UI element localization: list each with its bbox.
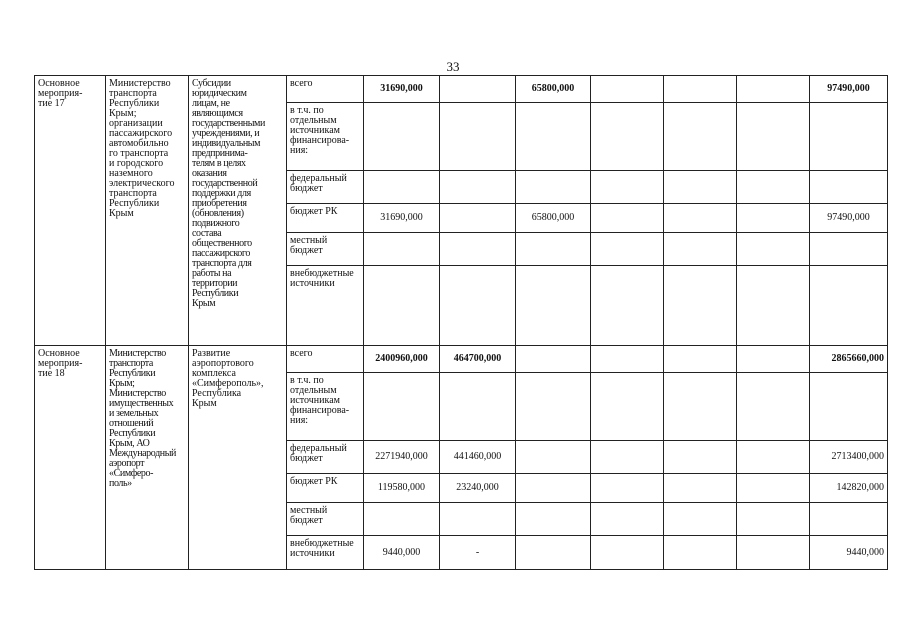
value-cell: [440, 503, 516, 536]
value-cell: -: [440, 536, 516, 570]
value-cell: [737, 474, 810, 503]
source-cell: всего: [287, 76, 364, 103]
source-cell: местный бюджет: [287, 233, 364, 266]
source-cell: федеральный бюджет: [287, 171, 364, 204]
value-cell: [591, 503, 664, 536]
executor-cell: Министерство транспорта Республики Крым; Министерство имущественных и земельных отношений Республики Крым, АО Международный аэропорт «Симферо- поль»: [106, 346, 189, 570]
value-cell: [810, 233, 888, 266]
value-cell: [591, 441, 664, 474]
value-cell: [810, 373, 888, 441]
value-cell: [664, 373, 737, 441]
value-cell: 65800,000: [516, 204, 591, 233]
source-cell: бюджет РК: [287, 474, 364, 503]
value-cell: [664, 503, 737, 536]
table-row: [35, 346, 888, 373]
budget-table: [34, 75, 888, 570]
value-cell: [737, 441, 810, 474]
value-cell: [516, 503, 591, 536]
value-cell: [364, 233, 440, 266]
value-cell: 2713400,000: [810, 441, 888, 474]
value-cell: [664, 233, 737, 266]
value-cell: [591, 103, 664, 171]
source-cell: бюджет РК: [287, 204, 364, 233]
source-cell: федеральный бюджет: [287, 441, 364, 474]
value-cell: [516, 474, 591, 503]
value-cell: [440, 103, 516, 171]
value-cell: [664, 103, 737, 171]
value-cell: [364, 503, 440, 536]
description-cell: Субсидии юридическим лицам, не являющимся государственными учреждениями, и индивидуальным предпринима- телям в целях оказания государственной поддержки для приобретения (обновления) подвижного состава общественного пассажирского транспорта для работы на территории Республики Крым: [189, 76, 287, 346]
value-cell: 31690,000: [364, 76, 440, 103]
value-cell: [516, 171, 591, 204]
value-cell: 2400960,000: [364, 346, 440, 373]
value-cell: [440, 76, 516, 103]
page-number: 33: [446, 59, 460, 74]
value-cell: 9440,000: [810, 536, 888, 570]
value-cell: [737, 346, 810, 373]
value-cell: [664, 474, 737, 503]
value-cell: [516, 441, 591, 474]
value-cell: [810, 266, 888, 346]
value-cell: [440, 233, 516, 266]
source-cell: в т.ч. по отдельным источникам финансирова- ния:: [287, 373, 364, 441]
value-cell: [737, 266, 810, 346]
value-cell: [364, 373, 440, 441]
value-cell: [810, 103, 888, 171]
value-cell: [364, 103, 440, 171]
value-cell: [664, 441, 737, 474]
value-cell: 119580,000: [364, 474, 440, 503]
value-cell: 97490,000: [810, 76, 888, 103]
value-cell: [440, 204, 516, 233]
value-cell: 464700,000: [440, 346, 516, 373]
value-cell: [591, 233, 664, 266]
description-cell: Развитие аэропортового комплекса «Симферополь», Республика Крым: [189, 346, 287, 570]
value-cell: [664, 536, 737, 570]
value-cell: [591, 536, 664, 570]
value-cell: [516, 536, 591, 570]
value-cell: [516, 103, 591, 171]
value-cell: [664, 266, 737, 346]
value-cell: [737, 233, 810, 266]
value-cell: [737, 76, 810, 103]
value-cell: 142820,000: [810, 474, 888, 503]
source-cell: в т.ч. по отдельным источникам финансирова- ния:: [287, 103, 364, 171]
value-cell: [737, 171, 810, 204]
value-cell: [810, 171, 888, 204]
source-cell: всего: [287, 346, 364, 373]
value-cell: [516, 346, 591, 373]
value-cell: 31690,000: [364, 204, 440, 233]
activity-cell: Основное мероприя- тие 17: [35, 76, 106, 346]
source-cell: местный бюджет: [287, 503, 364, 536]
value-cell: [516, 373, 591, 441]
value-cell: [737, 373, 810, 441]
value-cell: [516, 266, 591, 346]
value-cell: [591, 171, 664, 204]
value-cell: [591, 373, 664, 441]
value-cell: [364, 171, 440, 204]
value-cell: [516, 233, 591, 266]
value-cell: [737, 103, 810, 171]
value-cell: [591, 266, 664, 346]
value-cell: 441460,000: [440, 441, 516, 474]
value-cell: [440, 373, 516, 441]
value-cell: [591, 346, 664, 373]
value-cell: [591, 76, 664, 103]
table-row: [35, 76, 888, 103]
source-cell: внебюджетные источники: [287, 536, 364, 570]
source-cell: внебюджетные источники: [287, 266, 364, 346]
value-cell: [664, 171, 737, 204]
value-cell: [664, 76, 737, 103]
value-cell: [737, 536, 810, 570]
value-cell: [737, 503, 810, 536]
value-cell: 2271940,000: [364, 441, 440, 474]
value-cell: [737, 204, 810, 233]
value-cell: [664, 346, 737, 373]
value-cell: [440, 171, 516, 204]
value-cell: [591, 474, 664, 503]
value-cell: 65800,000: [516, 76, 591, 103]
value-cell: 9440,000: [364, 536, 440, 570]
activity-cell: Основное мероприя- тие 18: [35, 346, 106, 570]
value-cell: [440, 266, 516, 346]
value-cell: 97490,000: [810, 204, 888, 233]
value-cell: [364, 266, 440, 346]
value-cell: [664, 204, 737, 233]
value-cell: 2865660,000: [810, 346, 888, 373]
value-cell: 23240,000: [440, 474, 516, 503]
value-cell: [810, 503, 888, 536]
value-cell: [591, 204, 664, 233]
executor-cell: Министерство транспорта Республики Крым; организации пассажирского автомобильно го транспорта и городского наземного электрического транспорта Республики Крым: [106, 76, 189, 346]
